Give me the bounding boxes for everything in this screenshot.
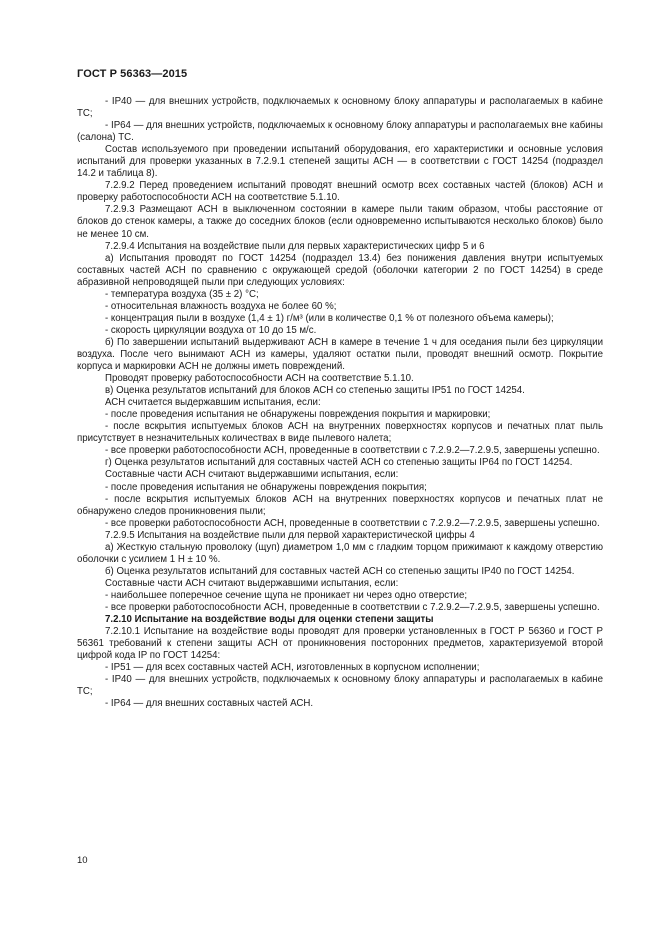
list-item: - после вскрытия испытуемых блоков АСН на внутренних поверхностях корпусов и печатных плат пыль присутствует в незначительных количествах в виде пылевого налета; xyxy=(77,421,603,445)
paragraph: б) По завершении испытаний выдерживают АСН в камере в течение 1 ч для оседания пыли без циркуляции воздуха. После чего вынимают АСН из камеры, удаляют остатки пыли, проводят внешний осмотр. Покрытие корпуса и маркировки АСН не должны иметь повреждений. xyxy=(77,336,603,373)
list-item: - все проверки работоспособности АСН, проведенные в соответствии с 7.2.9.2—7.2.9.5, завершены успешно. xyxy=(105,517,600,529)
list-item: - скорость циркуляции воздуха от 10 до 15 м/с. xyxy=(105,324,317,336)
paragraph: 7.2.10.1 Испытание на воздействие воды проводят для проверки установленных в ГОСТ Р 56360 и ГОСТ Р 56361 требований к степени защиты АСН от проникновения посторонних предметов, характеризуемой второй цифрой кода IP по ГОСТ 14254: xyxy=(77,626,603,662)
paragraph: 7.2.9.2 Перед проведением испытаний проводят внешний осмотр всех составных частей (блоков) АСН и проверку работоспособности АСН на соответствие 5.1.10. xyxy=(77,180,603,204)
list-item: - после проведения испытания не обнаружены повреждения покрытия; xyxy=(105,481,427,493)
list-item: - концентрация пыли в воздухе (1,4 ± 1) г/м³ (или в количестве 0,1 % от полезного объема камеры); xyxy=(105,312,554,324)
paragraph: Составные части АСН считают выдержавшими испытания, если: xyxy=(105,469,399,481)
paragraph: Состав используемого при проведении испытаний оборудования, его характеристики и основные условия испытаний для проверки указанных в 7.2.9.1 степеней защиты АСН — в соответствии с ГОСТ 14254 (подраздел 14.2 и таблица 8). xyxy=(77,144,603,180)
list-item: - после вскрытия испытуемых блоков АСН на внутренних поверхностях корпусов и печатных плат не обнаружено следов проникновения пыли; xyxy=(77,493,603,517)
section-heading: 7.2.10 Испытание на воздействие воды для оценки степени защиты xyxy=(105,614,434,626)
list-item: - относительная влажность воздуха не более 60 %; xyxy=(105,300,337,312)
list-item: - IP51 — для всех составных частей АСН, изготовленных в корпусном исполнении; xyxy=(105,662,480,674)
paragraph: 7.2.9.4 Испытания на воздействие пыли для первых характеристических цифр 5 и 6 xyxy=(105,240,485,252)
paragraph: в) Оценка результатов испытаний для блоков АСН со степенью защиты IP51 по ГОСТ 14254. xyxy=(105,385,525,397)
paragraph: б) Оценка результатов испытаний для составных частей АСН со степенью защиты IP40 по ГОСТ 14254. xyxy=(105,565,575,577)
paragraph: а) Жесткую стальную проволоку (щуп) диаметром 1,0 мм с гладким торцом прижимают к каждому отверстию оболочки с усилием 1 Н ± 10 %. xyxy=(77,541,603,565)
paragraph: 7.2.9.3 Размещают АСН в выключенном состоянии в камере пыли таким образом, чтобы расстояние от блоков до стенок камеры, а также до соседних блоков (если одновременно испытываются несколько блоков) было не менее 10 см. xyxy=(77,204,603,240)
page-number: 10 xyxy=(77,855,88,866)
paragraph: - IP64 — для внешних устройств, подключаемых к основному блоку аппаратуры и располагаемых вне кабины (салона) ТС. xyxy=(77,120,603,144)
paragraph: - IP40 — для внешних устройств, подключаемых к основному блоку аппаратуры и располагаемых в кабине ТС; xyxy=(77,96,603,120)
list-item: - наибольшее поперечное сечение щупа не проникает ни через одно отверстие; xyxy=(105,589,468,601)
list-item: - IP64 — для внешних составных частей АСН. xyxy=(105,698,314,710)
list-item: - все проверки работоспособности АСН, проведенные в соответствии с 7.2.9.2—7.2.9.5, завершены успешно. xyxy=(105,601,600,613)
paragraph: г) Оценка результатов испытаний для составных частей АСН со степенью защиты IP64 по ГОСТ 14254. xyxy=(105,457,573,469)
document-header: ГОСТ Р 56363—2015 xyxy=(77,68,188,80)
document-body xyxy=(77,96,603,710)
paragraph: Составные части АСН считают выдержавшими испытания, если: xyxy=(105,577,399,589)
paragraph: 7.2.9.5 Испытания на воздействие пыли для первой характеристической цифры 4 xyxy=(105,529,475,541)
list-item: - после проведения испытания не обнаружены повреждения покрытия и маркировки; xyxy=(105,409,491,421)
list-item: - температура воздуха (35 ± 2) °С; xyxy=(105,288,259,300)
list-item: - все проверки работоспособности АСН, проведенные в соответствии с 7.2.9.2—7.2.9.5, завершены успешно. xyxy=(105,445,600,457)
list-item: - IP40 — для внешних устройств, подключаемых к основному блоку аппаратуры и располагаемых в кабине ТС; xyxy=(77,674,603,698)
paragraph: Проводят проверку работоспособности АСН на соответствие 5.1.10. xyxy=(105,373,414,385)
paragraph: а) Испытания проводят по ГОСТ 14254 (подраздел 13.4) без понижения давления внутри испытуемых составных частей АСН по сравнению с окружающей средой (оболочки категории 2 по ГОСТ 14254) в среде абразивной непроводящей пыли при следующих условиях: xyxy=(77,252,603,288)
paragraph: АСН считается выдержавшим испытания, если: xyxy=(105,397,321,409)
